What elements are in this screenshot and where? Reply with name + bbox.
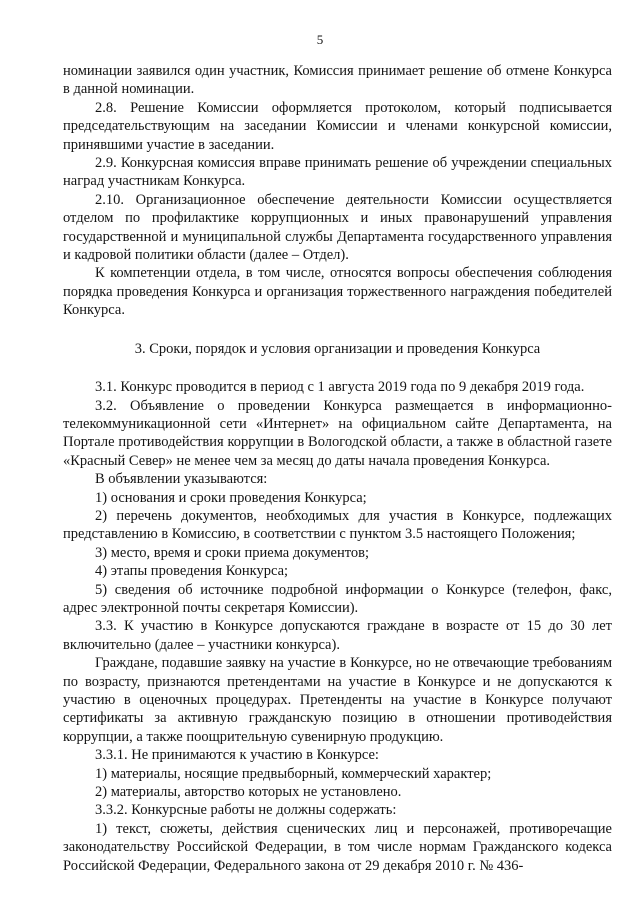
document-body [63, 62, 612, 875]
paragraph-applicants: Граждане, подавшие заявку на участие в Конкурсе, но не отвечающие требованиям по возрасту, признаются претендентами на участие в Конкурсе и не допускаются к участию в оценочных процедурах. Претенденты на участие в Конкурсе получают сертификаты за активную гражданскую позицию в отношении противодействия коррупции, а также поощрительную сувенирную продукцию. [63, 655, 612, 745]
list-item: 2) перечень документов, необходимых для участия в Конкурсе, подлежащих представлению в Комиссию, в соответствии с пунктом 3.5 настоящего Положения; [63, 507, 612, 543]
paragraph-continuation: номинации заявился один участник, Комиссия принимает решение об отмене Конкурса в данной номинации. [63, 63, 612, 98]
section-3-heading: 3. Сроки, порядок и условия организации и проведения Конкурса [134, 340, 541, 357]
list-item: 2) материалы, авторство которых не установлено. [95, 784, 402, 801]
paragraph-2-10: 2.10. Организационное обеспечение деятельности Комиссии осуществляется отделом по профилактике коррупционных и иных правонарушений управления государственной и муниципальной службы Департамента государственного управления и кадровой политики области (далее – Отдел). [63, 191, 612, 264]
paragraph-3-1: 3.1. Конкурс проводится в период с 1 августа 2019 года по 9 декабря 2019 года. [95, 379, 585, 396]
list-item: 4) этапы проведения Конкурса; [95, 563, 289, 580]
paragraph-department-competence: К компетенции отдела, в том числе, относятся вопросы обеспечения соблюдения порядка проведения Конкурса и организация торжественного награждения победителей Конкурса. [63, 265, 612, 319]
paragraph-2-8: 2.8. Решение Комиссии оформляется протоколом, который подписывается председательствующим на заседании Комиссии и членами конкурсной комиссии, принявшими участие в заседании. [63, 99, 612, 153]
announcement-intro: В объявлении указываются: [95, 471, 268, 488]
list-item: 1) материалы, носящие предвыборный, коммерческий характер; [95, 765, 492, 782]
list-item: 1) текст, сюжеты, действия сценических лиц и персонажей, противоречащие законодательству Российской Федерации, в том числе нормам Гражданского кодекса Российской Федерации, Федерального закона от 29 декабря 2010 г. № 436- [63, 820, 612, 874]
paragraph-3-3-2: 3.3.2. Конкурсные работы не должны содержать: [95, 802, 397, 819]
paragraph-3-3: 3.3. К участию в Конкурсе допускаются граждане в возрасте от 15 до 30 лет включительно (далее – участники конкурса). [63, 618, 612, 653]
list-item: 1) основания и сроки проведения Конкурса; [95, 489, 367, 506]
list-item: 3) место, время и сроки приема документов; [95, 544, 370, 561]
page-number: 5 [316, 32, 324, 47]
list-item: 5) сведения об источнике подробной информации о Конкурсе (телефон, факс, адрес электронной почты секретаря Комиссии). [63, 581, 612, 616]
paragraph-3-2: 3.2. Объявление о проведении Конкурса размещается в информационно-телекоммуникационной сети «Интернет» на официальном сайте Департамента, на Портале противодействия коррупции в Вологодской области, а также в областной газете «Красный Север» не менее чем за месяц до даты начала проведения Конкурса. [63, 397, 612, 469]
paragraph-3-3-1: 3.3.1. Не принимаются к участию в Конкурсе: [95, 747, 379, 764]
paragraph-2-9: 2.9. Конкурсная комиссия вправе принимать решение об учреждении специальных наград участникам Конкурса. [63, 155, 612, 190]
